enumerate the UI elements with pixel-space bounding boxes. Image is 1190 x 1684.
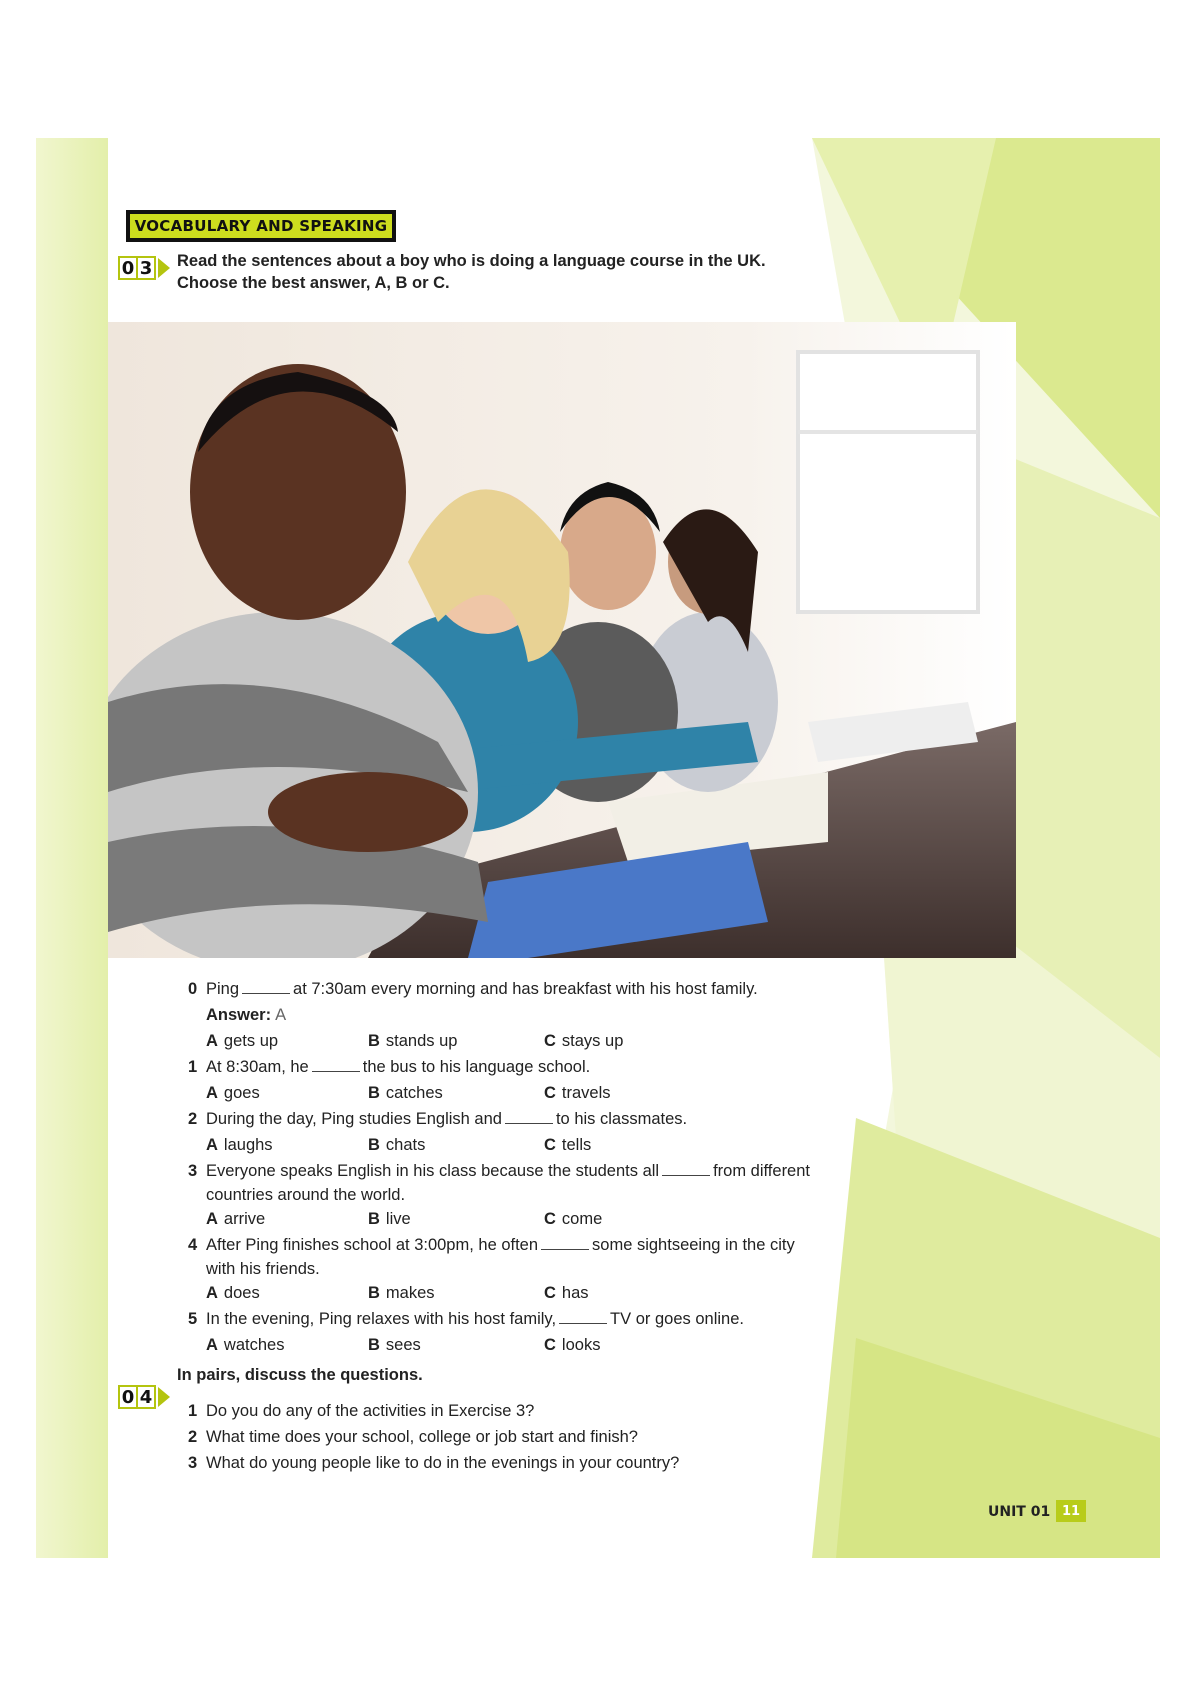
question-number: 2 bbox=[188, 1110, 198, 1128]
question-1 bbox=[188, 1054, 908, 1080]
textbook-page bbox=[36, 138, 1160, 1558]
example-answer bbox=[188, 1002, 908, 1028]
answer-blank bbox=[559, 1308, 607, 1324]
exercise-4-instruction: In pairs, discuss the questions. bbox=[177, 1366, 423, 1384]
question-4 bbox=[188, 1232, 908, 1258]
question-number: 3 bbox=[188, 1162, 198, 1180]
page-number: 11 bbox=[1056, 1500, 1086, 1522]
question-text-before: Everyone speaks English in his class because the students all bbox=[206, 1162, 660, 1180]
exercise-3-instruction bbox=[177, 250, 766, 294]
question-2 bbox=[188, 1106, 908, 1132]
option-b: B makes bbox=[368, 1284, 435, 1302]
question-text-after: some sightseeing in the city bbox=[592, 1236, 795, 1254]
option-b: B catches bbox=[368, 1084, 443, 1102]
option-c: C looks bbox=[544, 1336, 601, 1354]
answer-blank bbox=[312, 1056, 360, 1072]
option-a: A does bbox=[206, 1284, 260, 1302]
option-a: A watches bbox=[206, 1336, 285, 1354]
question-number: 4 bbox=[188, 1236, 198, 1254]
option-c: C come bbox=[544, 1210, 603, 1228]
question-number: 2 bbox=[188, 1428, 198, 1446]
option-c: C stays up bbox=[544, 1032, 624, 1050]
question-text: Do you do any of the activities in Exercise 3? bbox=[206, 1402, 535, 1420]
option-a: A gets up bbox=[206, 1032, 279, 1050]
question-text: What do young people like to do in the evenings in your country? bbox=[206, 1454, 680, 1472]
answer-value: A bbox=[275, 1006, 287, 1024]
option-c: C has bbox=[544, 1284, 589, 1302]
question-number: 1 bbox=[188, 1058, 198, 1076]
option-b: B live bbox=[368, 1210, 411, 1228]
question-5 bbox=[188, 1306, 908, 1332]
instruction-line-1: Read the sentences about a boy who is doing a language course in the UK. bbox=[177, 252, 766, 270]
answer-blank bbox=[662, 1160, 710, 1176]
question-text-before: During the day, Ping studies English and bbox=[206, 1110, 502, 1128]
exercise-3-digit-1: 0 bbox=[118, 256, 138, 280]
answer-blank bbox=[541, 1234, 589, 1250]
options-row-4 bbox=[188, 1280, 908, 1306]
exercise-3-badge bbox=[118, 255, 170, 281]
section-heading-text: VOCABULARY AND SPEAKING bbox=[134, 217, 388, 235]
question-text: What time does your school, college or job start and finish? bbox=[206, 1428, 638, 1446]
question-number: 1 bbox=[188, 1402, 198, 1420]
option-c: C tells bbox=[544, 1136, 592, 1154]
play-triangle-icon bbox=[158, 1387, 170, 1407]
question-number: 0 bbox=[188, 980, 198, 998]
play-triangle-icon bbox=[158, 258, 170, 278]
question-text-before: In the evening, Ping relaxes with his host family, bbox=[206, 1310, 557, 1328]
exercise-3-questions bbox=[188, 976, 908, 1358]
unit-label: UNIT 01 bbox=[988, 1504, 1051, 1520]
question-3-continuation: countries around the world. bbox=[206, 1186, 406, 1204]
option-b: B sees bbox=[368, 1336, 421, 1354]
exercise-4-digit-1: 0 bbox=[118, 1385, 138, 1409]
question-text-before: After Ping finishes school at 3:00pm, he often bbox=[206, 1236, 539, 1254]
answer-blank bbox=[505, 1108, 553, 1124]
answer-blank bbox=[242, 978, 290, 994]
option-a: A arrive bbox=[206, 1210, 266, 1228]
exercise-4-badge bbox=[118, 1384, 170, 1410]
question-text-after: to his classmates. bbox=[555, 1110, 688, 1128]
question-text-after: TV or goes online. bbox=[610, 1310, 744, 1328]
question-number: 5 bbox=[188, 1310, 198, 1328]
option-c: C travels bbox=[544, 1084, 611, 1102]
question-number: 3 bbox=[188, 1454, 198, 1472]
question-text-after: from different bbox=[713, 1162, 810, 1180]
options-row-0 bbox=[188, 1028, 908, 1054]
options-row-3 bbox=[188, 1206, 908, 1232]
question-text-after: at 7:30am every morning and has breakfast with his host family. bbox=[293, 980, 758, 998]
answer-label: Answer: bbox=[206, 1006, 272, 1024]
exercise-3-digit-2: 3 bbox=[136, 256, 156, 280]
exercise-4-digit-2: 4 bbox=[136, 1385, 156, 1409]
option-b: B stands up bbox=[368, 1032, 458, 1050]
options-row-1 bbox=[188, 1080, 908, 1106]
option-a: A goes bbox=[206, 1084, 260, 1102]
question-text-before: At 8:30am, he bbox=[206, 1058, 309, 1076]
question-3 bbox=[188, 1158, 908, 1184]
classroom-photo bbox=[108, 322, 1016, 958]
options-row-5 bbox=[188, 1332, 908, 1358]
options-row-2 bbox=[188, 1132, 908, 1158]
question-0 bbox=[188, 976, 908, 1002]
section-heading bbox=[126, 210, 396, 242]
option-a: A laughs bbox=[206, 1136, 273, 1154]
question-text-before: Ping bbox=[206, 980, 240, 998]
question-text-after: the bus to his language school. bbox=[362, 1058, 591, 1076]
question-4-continuation: with his friends. bbox=[206, 1260, 320, 1278]
instruction-line-2: Choose the best answer, A, B or C. bbox=[177, 274, 450, 292]
option-b: B chats bbox=[368, 1136, 426, 1154]
